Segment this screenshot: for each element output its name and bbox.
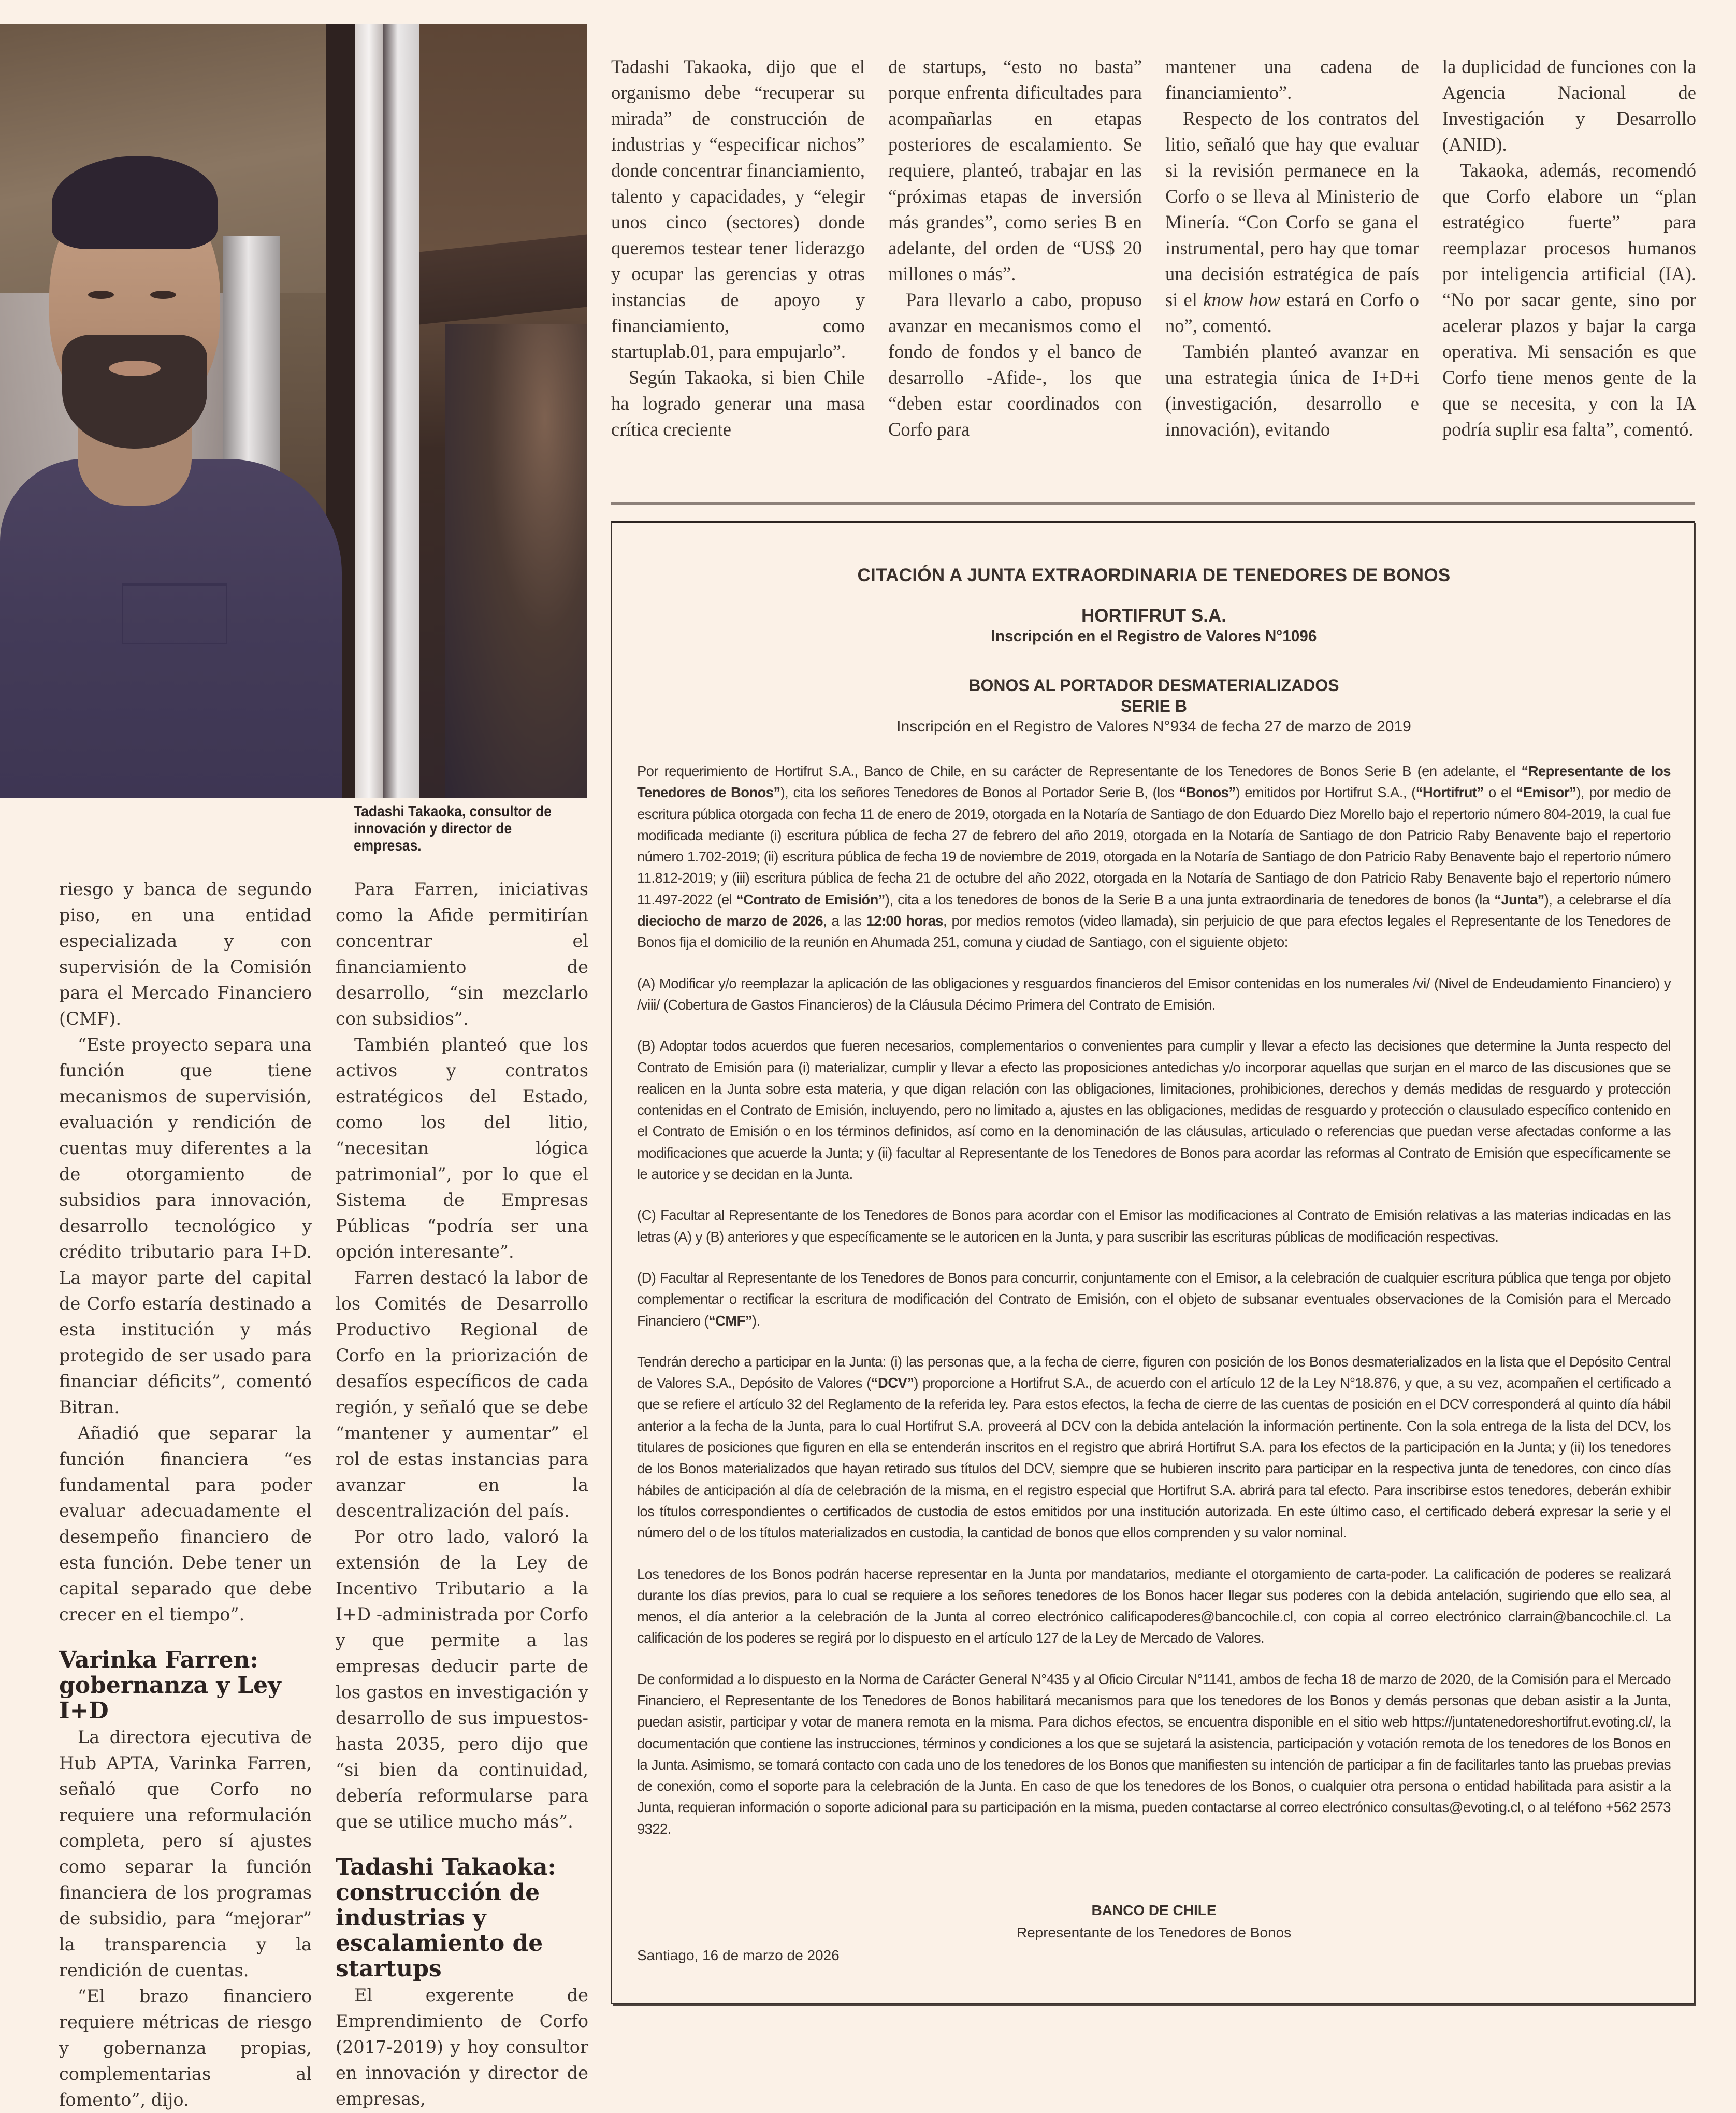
text: o el	[1483, 784, 1516, 801]
text: Tendrán derecho a participar en la Junta: (i) las personas que, a la fecha de cierre, figuren con posición de los Bonos desmaterializados en la lista que el Depósito Central de Valores S.A., Depósito de Valores (	[637, 1353, 1671, 1391]
paragraph: riesgo y banca de segundo piso, en una entidad especializada y con supervisión de la Comisión para el Mercado Financiero (CMF).	[59, 879, 312, 1029]
bold-term: “DCV”	[871, 1375, 914, 1391]
meeting-date: dieciocho de marzo de 2026	[637, 913, 823, 929]
paragraph: Para llevarlo a cabo, propuso avanzar en mecanismos como el fondo de fondos y el banco de desarrollo -Afide-, los que “deben estar coordinados con Corfo para	[888, 289, 1142, 440]
photo-person-eye	[150, 291, 176, 299]
photo-person-mouth	[109, 361, 161, 376]
paragraph: Farren destacó la labor de los Comités de Desarrollo Productivo Regional de Corfo en la priorización de desafíos específicos de cada región, y señaló que se debe “mantener y aumentar” el rol de estas instancias para avanzar en la descentralización del país.	[336, 1268, 588, 1521]
subheading: Tadashi Takaoka: construcción de industrias y escalamiento de startups	[336, 1854, 556, 1982]
paragraph: “El brazo financiero requiere métricas de riesgo y gobernanza propias, complementarias al fomento”, dijo.	[59, 1986, 312, 2110]
bold-term: “CMF”	[708, 1312, 753, 1329]
photo-person-hair	[52, 156, 218, 249]
paragraph: Añadió que separar la función financiera “es fundamental para poder evaluar adecuadamente el desempeño financiero de esta función. Debe tener un capital separado que debe crecer en el tiempo”.	[59, 1423, 312, 1625]
paragraph	[1165, 106, 1419, 339]
notice-bonds-registry: Inscripción en el Registro de Valores N°934 de fecha 27 de marzo de 2019	[896, 718, 1411, 735]
photo-person-eye	[88, 291, 114, 299]
paragraph: El exgerente de Emprendimiento de Corfo (2017-2019) y hoy consultor en innovación y director de empresas,	[336, 1985, 588, 2109]
notice-item-d	[637, 1267, 1671, 1331]
article-column-3	[1165, 54, 1419, 442]
paragraph: La directora ejecutiva de Hub APTA, Varinka Farren, señaló que Corfo no requiere una reformulación completa, pero sí ajustes como separar la función financiera de los programas de subsidio, para “mejorar” la transparencia y la rendición de cuentas.	[59, 1727, 312, 1980]
paragraph: mantener una cadena de financiamiento”.	[1165, 56, 1419, 103]
legal-notice-box	[611, 521, 1695, 2004]
text: ).	[752, 1312, 760, 1329]
paragraph-text: Respecto de los contratos del litio, señaló que hay que evaluar si la revisión permanece en la Corfo o se lleva al Ministerio de Minería. “Con Corfo se gana el instrumental, pero hay que tomar una decisión estratégica de país si el	[1165, 108, 1419, 310]
subheading: Varinka Farren: gobernanza y Ley I+D	[59, 1647, 281, 1724]
paragraph: la duplicidad de funciones con la Agencia Nacional de Investigación y Desarrollo (ANID).	[1442, 56, 1696, 155]
paragraph: Tadashi Takaoka, dijo que el organismo debe “recuperar su mirada” de construcción de industrias y “especificar nichos” donde concentrar financiamiento, talento y capacidades, y “elegir unos cinco (sectores) donde queremos testear tener liderazgo y ocupar las gerencias y otras instancias de apoyo y financiamiento, como startuplab.01, para empujarlo”.	[611, 56, 865, 362]
bold-term: “Representante de los Tenedores de Bonos”	[637, 763, 1671, 801]
paragraph-text: estará en Corfo o no”, comentó.	[1165, 289, 1420, 336]
bold-term: “Hortifrut”	[1415, 784, 1484, 801]
bold-term: “Bonos”	[1179, 784, 1236, 801]
text: ), a celebrarse el día	[1544, 891, 1671, 908]
notice-place-date: Santiago, 16 de marzo de 2026	[637, 1947, 840, 1963]
paragraph: También planteó avanzar en una estrategia única de I+D+i (investigación, desarrollo e innovación), evitando	[1165, 341, 1419, 440]
notice-item-a: (A) Modificar y/o reemplazar la aplicación de las obligaciones y resguardos financieros del Emisor contenidas en los numerales /vi/ (Nivel de Endeudamiento Financiero) y /viii/ (Cobertura de Gastos Financieros) de la Cláusula Décimo Primera del Contrato de Emisión.	[637, 975, 1671, 1013]
text: , por medios remotos (video llamada), sin perjuicio de que para efectos legales el Representante de los Tenedores de Bonos fija el domicilio de la reunión en Ahumada 251, comuna y ciudad de Santiago, con el siguiente objeto:	[637, 913, 1671, 951]
paragraph: Takaoka, además, recomendó que Corfo elabore un “plan estratégico fuerte” para reemplazar procesos humanos por inteligencia artificial (IA). “No por sacar gente, sino por acelerar plazos y bajar la carga operativa. Mi sensación es que Corfo tiene menos gente de la que se necesita, y con la IA podría suplir esa falta”, comentó.	[1442, 160, 1696, 440]
notice-intro	[637, 760, 1671, 953]
bold-term: “Emisor”	[1516, 784, 1576, 801]
article-column-6	[336, 876, 588, 2112]
notice-remote-participation: De conformidad a lo dispuesto en la Norma de Carácter General N°435 y al Oficio Circular N°1141, ambos de fecha 18 de marzo de 2020, de la Comisión para el Mercado Financiero, el Representante de los Tenedores de Bonos habilitará mecanismos para que los tenedores de los Bonos y demás personas que deban asistir a la Junta, puedan asistir, participar y votar de manera remota en la misma. Para dichos efectos, se encuentra disponible en el sitio web https://juntatenedoreshortifrut.evoting.cl/, la documentación que contiene las instrucciones, términos y condiciones a los que se sujetará la asistencia, participación y votación remota de los tenedores de los Bonos en la Junta. Asimismo, se tomará contacto con cada uno de los tenedores de los Bonos que manifiesten su intención de participar a fin de facilitarles tanto las pruebas previas de conexión, como el soporte para la celebración de la Junta. En caso de que los tenedores de los Bonos, o cualquier otra persona o entidad habilitada para asistir a la Junta, requieran información o soporte adicional para su participación en la misma, pueden contactarse al correo electrónico consultas@evoting.cl, o al teléfono +562 2573 9322.	[637, 1671, 1671, 1837]
section-divider	[611, 502, 1695, 505]
article-column-2	[888, 54, 1142, 442]
text: ), cita a los tenedores de bonos de la Serie B a una junta extraordinaria de tenedores de bonos (la	[885, 891, 1495, 908]
text: Por requerimiento de Hortifrut S.A., Banco de Chile, en su carácter de Representante de los Tenedores de Bonos Serie B (en adelante, el	[637, 763, 1522, 779]
text: , a las	[823, 913, 866, 929]
article-column-1	[611, 54, 865, 442]
meeting-time: 12:00 horas	[866, 913, 943, 929]
notice-item-b: (B) Adoptar todos acuerdos que fueren necesarios, complementarios o convenientes para cumplir y llevar a efecto las decisiones que determine la Junta respecto del Contrato de Emisión para (i) materializar, cumplir y llevar a efecto las proposiciones antedichas y/o incorporar aquellas que surjan en el marco de las discusiones que se realicen en la Junta sobre esta materia, y que digan relación con las obligaciones, limitaciones, prohibiciones, derechos y demás medidas de resguardo y protección contenidas en el Contrato de Emisión, incluyendo, pero no limitado a, ajustes en las obligaciones, medidas de resguardo y protección o clausulado específico contenido en el Contrato de Emisión o en los términos definidos, así como en la denominación de las cláusulas, articulado o referencias que puedan verse afectadas conforme a las modificaciones que acuerde la Junta; y (ii) facultar al Representante de los Tenedores de Bonos para acordar las reformas al Contrato de Emisión que específicamente se le autorice y se decidan en la Junta.	[637, 1038, 1671, 1183]
notice-body	[637, 760, 1671, 1859]
paragraph: Para Farren, iniciativas como la Afide permitirían concentrar el financiamiento de desarrollo, “sin mezclarlo con subsidios”.	[336, 879, 588, 1029]
portrait-photo	[0, 24, 587, 798]
notice-item-c: (C) Facultar al Representante de los Tenedores de Bonos para acordar con el Emisor las modificaciones al Contrato de Emisión relativas a las materias indicadas en las letras (A) y (B) anteriores y que específicamente se le autoricen en la Junta, y para suscribir las escrituras públicas de modificación respectivas.	[637, 1207, 1671, 1245]
photo-white-frame	[355, 24, 383, 798]
photo-reflection	[445, 324, 587, 798]
text: ), cita los señores Tenedores de Bonos al Portador Serie B, (los	[780, 784, 1179, 801]
article-column-4	[1442, 54, 1696, 442]
notice-title: CITACIÓN A JUNTA EXTRAORDINARIA DE TENEDORES DE BONOS	[857, 565, 1451, 585]
notice-company-registry: Inscripción en el Registro de Valores N°1096	[991, 627, 1317, 645]
paragraph: “Este proyecto separa una función que tiene mecanismos de supervisión, evaluación y rendición de cuentas muy diferentes a la de otorgamiento de subsidios para innovación, desarrollo tecnológico y crédito tributario para I+D. La mayor parte del capital de Corfo estaría destinado a esta institución y más protegido de ser usado para financiar déficits”, comentó Bitran.	[59, 1034, 312, 1417]
notice-bonds-type: BONOS AL PORTADOR DESMATERIALIZADOS	[968, 676, 1339, 695]
text: ), por medio de escritura pública otorgada con fecha 11 de enero de 2019, otorgada en la Notaría de Santiago de don Eduardo Diez Morello bajo el repertorio número 804-2019, la cual fue modificada mediante (i) escritura pública de fecha 27 de febrero del año 2019, otorgada en la Notaría de Santiago de don Patricio Raby Benavente bajo el repertorio número 1.702-2019; (ii) escritura pública de fecha 19 de noviembre de 2019, otorgada en la Notaría de Santiago de don Patricio Raby Benavente bajo el repertorio número 11.812-2019; y (iii) escritura pública de fecha 21 de octubre del año 2022, otorgada en la Notaría de Santiago de don Patricio Raby Benavente bajo el repertorio número 11.497-2022 (el	[637, 784, 1671, 908]
notice-proxies: Los tenedores de los Bonos podrán hacerse representar en la Junta por mandatarios, mediante el otorgamiento de carta-poder. La calificación de poderes se realizará durante los días previos, para lo cual se requiere a los señores tenedores de los Bonos hacer llegar sus poderes con la debida antelación, sugiriendo que ello sea, al menos, el día anterior a la celebración de la Junta al correo electrónico calificapoderes@bancochile.cl, con copia al correo electrónico clarrain@bancochile.cl. La calificación de los poderes se regirá por lo dispuesto en el artículo 127 de la Ley de Mercado de Valores.	[637, 1565, 1671, 1646]
notice-company: HORTIFRUT S.A.	[1081, 606, 1226, 626]
photo-white-frame-2	[383, 24, 419, 798]
paragraph: Según Takaoka, si bien Chile ha logrado generar una masa crítica creciente	[611, 367, 865, 440]
notice-signer-role: Representante de los Tenedores de Bonos	[1016, 1924, 1292, 1940]
photo-caption: Tadashi Takaoka, consultor de innovación y director de empresas.	[354, 803, 552, 854]
photo-shirt-pocket	[122, 583, 227, 644]
italic-term: know how	[1203, 289, 1281, 310]
bold-term: “Junta”	[1494, 891, 1544, 908]
notice-series: SERIE B	[1120, 697, 1188, 715]
text: ) proporcione a Hortifrut S.A., de acuerdo con el artículo 12 de la Ley N°18.876, y que, a su vez, acompañen el certificado a que se refiere el artículo 32 del Reglamento de la referida ley. Para estos efectos, la fecha de cierre de las cuentas de posición en el DCV corresponderá al quinto día hábil anterior a la fecha de la Junta, para lo cual Hortifrut S.A. proveerá al DCV con la debida antelación la información pertinente. Con la sola entrega de la lista del DCV, los titulares de posiciones que figuren en ella se entenderán inscritos en el registro que abrirá Hortifrut S.A. para los efectos de la participación en la Junta; y (ii) los tenedores de los Bonos materializados que hayan retirado sus títulos del DCV, siempre que se hubieren inscrito para participar en la respectiva junta de tenedores, con cinco días hábiles de anticipación al día de celebración de la misma, en el registro especial que Hortifrut S.A. abrirá para tal efecto. Para inscribirse estos tenedores, deberán exhibir los títulos correspondientes o certificados de custodia de estos emitidos por una institución autorizada. En este último caso, el certificado deberá expresar la serie y el número del o de los títulos materializados en custodia, la cantidad de bonos que ellos comprenden y su valor nominal.	[637, 1375, 1671, 1541]
article-column-5	[59, 876, 312, 2113]
notice-participation	[637, 1351, 1671, 1544]
text: (D) Facultar al Representante de los Tenedores de Bonos para concurrir, conjuntamente con el Emisor, a la celebración de cualquier escritura pública que tenga por objeto complementar o rectificar la escritura de modificación del Contrato de Emisión, con el objeto de subsanar eventuales observaciones de la Comisión para el Mercado Financiero (	[637, 1269, 1671, 1329]
photo-person-beard	[62, 335, 207, 449]
text: ) emitidos por Hortifrut S.A., (	[1235, 784, 1416, 801]
bold-term: “Contrato de Emisión”	[736, 891, 885, 908]
paragraph: También planteó que los activos y contratos estratégicos del Estado, como los del litio, “necesitan lógica patrimonial”, por lo que el Sistema de Empresas Públicas “podría ser una opción interesante”.	[336, 1034, 588, 1262]
paragraph: Por otro lado, valoró la extensión de la Ley de Incentivo Tributario a la I+D -administrada por Corfo y que permite a las empresas deducir parte de los gastos en investigación y desarrollo de sus impuestos- hasta 2035, pero dijo que “si bien da continuidad, debería reformularse para que se utilice mucho más”.	[336, 1527, 588, 1832]
notice-signer: BANCO DE CHILE	[1091, 1902, 1217, 1918]
paragraph: de startups, “esto no basta” porque enfrenta dificultades para acompañarlas en etapas posteriores de escalamiento. Se requiere, planteó, trabajar en las “próximas etapas de inversión más grandes”, como series B en adelante, del orden de “US$ 20 millones o más”.	[888, 56, 1142, 284]
